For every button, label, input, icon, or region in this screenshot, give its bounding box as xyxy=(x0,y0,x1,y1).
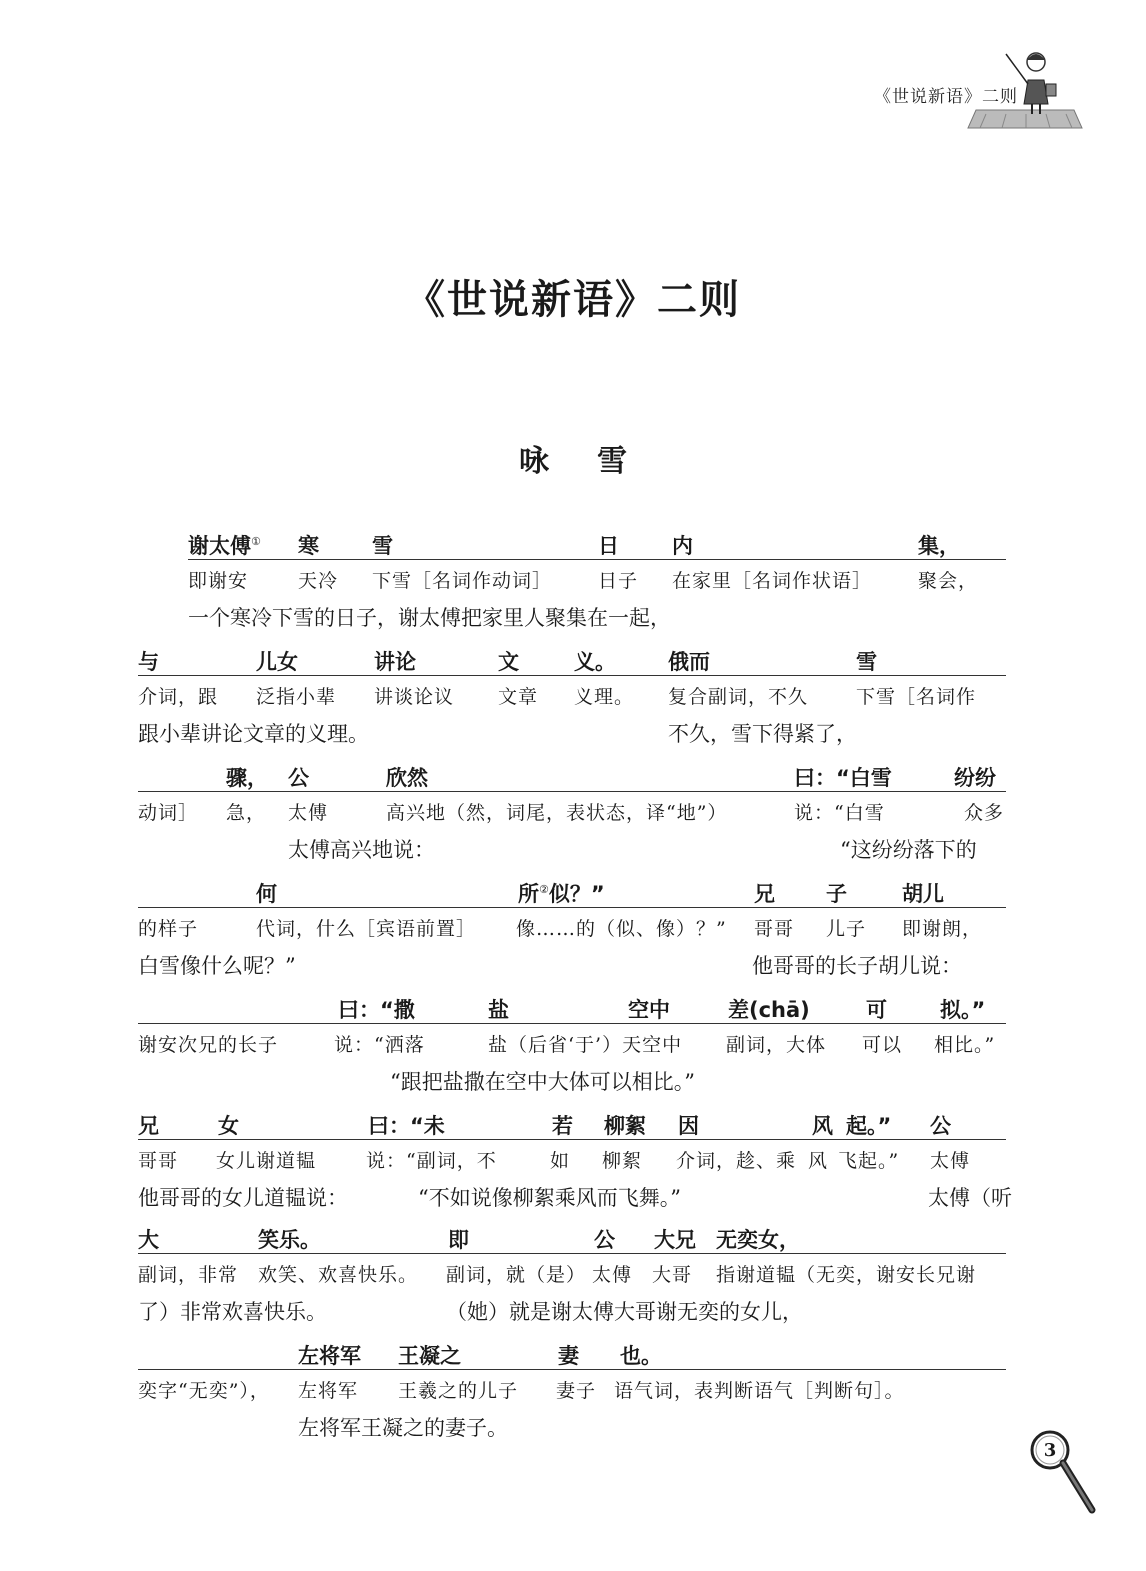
word-note: 众多 xyxy=(964,802,1005,824)
original-word: 风 xyxy=(812,1114,833,1138)
word-note: 说：“洒落 xyxy=(334,1034,425,1056)
word-note: 哥哥 xyxy=(138,1150,179,1172)
original-word: 笑乐。 xyxy=(258,1228,321,1252)
word-note: 柳絮 xyxy=(602,1150,643,1172)
original-word: 起。” xyxy=(846,1114,892,1138)
word-note: 下雪［名词作动词］ xyxy=(372,570,553,592)
original-word: 公 xyxy=(594,1228,615,1252)
original-word: 集， xyxy=(918,534,960,558)
divider xyxy=(138,907,1006,908)
translation: “不如说像柳絮乘风而飞舞。” xyxy=(418,1186,681,1210)
original-word: 文 xyxy=(498,650,519,674)
word-note: 相比。” xyxy=(934,1034,996,1056)
original-word: 内 xyxy=(672,534,693,558)
word-note: 下雪［名词作 xyxy=(856,686,977,708)
word-note: 妻子 xyxy=(556,1380,597,1402)
girl-illustration-icon xyxy=(966,40,1084,132)
word-note: 即谢朗， xyxy=(902,918,983,940)
translation: （她）就是谢太傅大哥谢无奕的女儿， xyxy=(446,1300,803,1324)
original-word: 寒 xyxy=(298,534,319,558)
divider xyxy=(138,1023,1006,1024)
word-note: 女儿谢道韫 xyxy=(216,1150,317,1172)
original-word: 女 xyxy=(218,1114,239,1138)
word-note: 讲谈论议 xyxy=(374,686,455,708)
original-word: 兄 xyxy=(138,1114,159,1138)
translation: 太傅（听 xyxy=(928,1186,1012,1210)
translation: 他哥哥的长子胡儿说： xyxy=(752,954,962,978)
original-word: 雪 xyxy=(372,534,393,558)
translation: 白雪像什么呢？” xyxy=(138,954,296,978)
translation: 不久，雪下得紧了， xyxy=(668,722,857,746)
original-word: 俄而 xyxy=(668,650,710,674)
word-note: 天冷 xyxy=(298,570,339,592)
original-word: 无奕女， xyxy=(716,1228,800,1252)
word-note: 介词，跟 xyxy=(138,686,219,708)
word-note: 代词，什么［宾语前置］ xyxy=(256,918,477,940)
word-note: 奕字“无奕”）， xyxy=(138,1380,270,1402)
word-note: 语气词，表判断语气［判断句］。 xyxy=(614,1380,905,1402)
original-word: 所②似？” xyxy=(518,882,605,906)
original-word: 若 xyxy=(552,1114,573,1138)
word-note: 太傅 xyxy=(592,1264,633,1286)
original-word: 差(chā) xyxy=(728,998,810,1022)
original-word: 欣然 xyxy=(386,766,428,790)
divider xyxy=(138,675,1006,676)
word-note: 高兴地（然，词尾，表状态，译“地”） xyxy=(386,802,728,824)
word-note: 如 xyxy=(550,1150,571,1172)
word-note: 介词，趁、乘 xyxy=(676,1150,797,1172)
page-title: 《世说新语》二则 xyxy=(405,276,741,323)
word-note: 儿子 xyxy=(826,918,867,940)
original-word: 可 xyxy=(866,998,887,1022)
page-number: 3 xyxy=(1043,1440,1057,1461)
word-note: 泛指小辈 xyxy=(256,686,337,708)
running-header: 《世说新语》二则 xyxy=(874,87,1018,107)
word-note: 在家里［名词作状语］ xyxy=(672,570,873,592)
translation: 左将军王凝之的妻子。 xyxy=(298,1416,508,1440)
original-word: 纷纷 xyxy=(954,766,996,790)
section-title: 咏雪 xyxy=(519,444,675,479)
word-note: 复合副词，不久 xyxy=(668,686,809,708)
original-word: 子 xyxy=(826,882,847,906)
word-note: 动词］ xyxy=(138,802,199,824)
translation: 太傅高兴地说： xyxy=(288,838,435,862)
original-word: 大 xyxy=(138,1228,159,1252)
translation: 了）非常欢喜快乐。 xyxy=(138,1300,327,1324)
original-word: 曰：“撒 xyxy=(338,998,415,1022)
word-note: 盐（后省‘于’）天空中 xyxy=(488,1034,683,1056)
original-word: 讲论 xyxy=(374,650,416,674)
translation: 跟小辈讲论文章的义理。 xyxy=(138,722,369,746)
word-note: 文章 xyxy=(498,686,539,708)
word-note: 急， xyxy=(226,802,267,824)
original-word: 空中 xyxy=(628,998,670,1022)
divider xyxy=(138,1139,1006,1140)
word-note: 副词，非常 xyxy=(138,1264,239,1286)
translation: 一个寒冷下雪的日子，谢太傅把家里人聚集在一起， xyxy=(188,606,671,630)
word-note: 日子 xyxy=(598,570,639,592)
original-word: 拟。” xyxy=(940,998,986,1022)
divider xyxy=(188,559,1006,560)
word-note: 即谢安 xyxy=(188,570,249,592)
word-note: 哥哥 xyxy=(754,918,795,940)
original-word: 胡儿 xyxy=(902,882,944,906)
original-word: 大兄 xyxy=(654,1228,696,1252)
original-word: 谢太傅① xyxy=(188,534,261,558)
original-word: 雪 xyxy=(856,650,877,674)
original-word: 公 xyxy=(288,766,309,790)
word-note: 谢安次兄的长子 xyxy=(138,1034,279,1056)
word-note: 聚会， xyxy=(918,570,979,592)
word-note: 副词，大体 xyxy=(726,1034,827,1056)
word-note: 大哥 xyxy=(652,1264,693,1286)
original-word: 义。 xyxy=(574,650,616,674)
original-word: 骤， xyxy=(226,766,268,790)
original-word: 兄 xyxy=(754,882,775,906)
original-word: 与 xyxy=(138,650,159,674)
word-note: 风 xyxy=(808,1150,829,1172)
word-note: 王羲之的儿子 xyxy=(398,1380,519,1402)
word-note: 像……的（似、像）？” xyxy=(516,918,727,940)
translation: 他哥哥的女儿道韫说： xyxy=(138,1186,348,1210)
word-note: 的样子 xyxy=(138,918,199,940)
original-word: 儿女 xyxy=(256,650,298,674)
original-word: 王凝之 xyxy=(398,1344,461,1368)
original-word: 曰：“白雪 xyxy=(794,766,892,790)
word-note: 副词，就（是） xyxy=(446,1264,587,1286)
original-word: 公 xyxy=(930,1114,951,1138)
original-word: 妻 xyxy=(558,1344,579,1368)
divider xyxy=(138,791,1006,792)
original-word: 也。 xyxy=(620,1344,662,1368)
word-note: 飞起。” xyxy=(838,1150,900,1172)
word-note: 可以 xyxy=(862,1034,903,1056)
original-word: 日 xyxy=(598,534,619,558)
original-word: 曰：“未 xyxy=(368,1114,445,1138)
word-note: 说：“白雪 xyxy=(794,802,885,824)
original-word: 盐 xyxy=(488,998,509,1022)
word-note: 说：“副词，不 xyxy=(366,1150,497,1172)
translation: “这纷纷落下的 xyxy=(840,838,977,862)
word-note: 欢笑、欢喜快乐。 xyxy=(258,1264,419,1286)
original-word: 即 xyxy=(448,1228,469,1252)
original-word: 因 xyxy=(678,1114,699,1138)
divider xyxy=(138,1253,1006,1254)
word-note: 义理。 xyxy=(574,686,635,708)
translation: “跟把盐撒在空中大体可以相比。” xyxy=(390,1070,695,1094)
divider xyxy=(138,1369,1006,1370)
word-note: 太傅 xyxy=(288,802,329,824)
original-word: 何 xyxy=(256,882,277,906)
word-note: 指谢道韫（无奕，谢安长兄谢 xyxy=(716,1264,977,1286)
original-word: 左将军 xyxy=(298,1344,361,1368)
word-note: 太傅 xyxy=(930,1150,971,1172)
word-note: 左将军 xyxy=(298,1380,359,1402)
original-word: 柳絮 xyxy=(604,1114,646,1138)
